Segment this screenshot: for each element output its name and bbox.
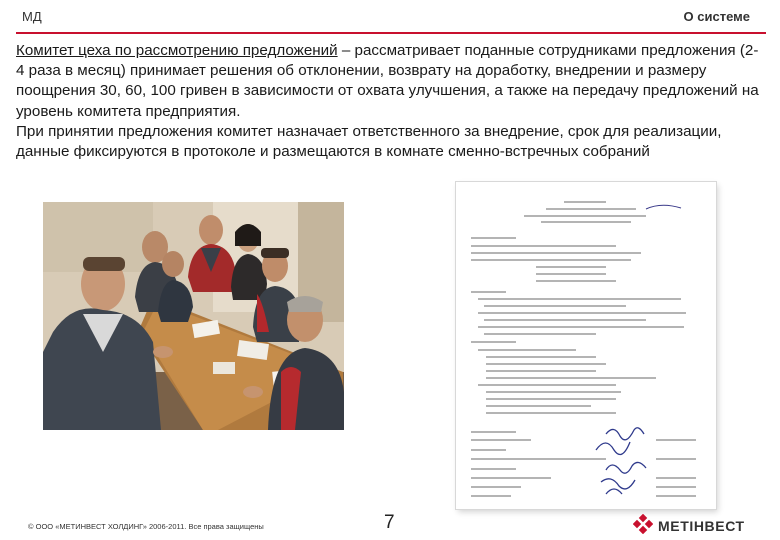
committee-description: – рассматривает поданные сотрудниками предложения (2-4 раза в месяц) принимает решения об отклонении, возврату на доработку, внедрении и размеру поощрения 30, 60, 100 гривен в зависимости от охвата улучшения, а также на передачу предложений на уровень комитета предприятия.	[16, 42, 759, 120]
meeting-photo	[43, 202, 344, 430]
section-short-label: МД	[22, 9, 42, 24]
committee-term: Комитет цеха по рассмотрению предложений	[16, 42, 338, 59]
body-text	[16, 41, 761, 162]
paragraph-acceptance: При принятии предложения комитет назначает ответственного за внедрение, срок для реализации, данные фиксируются в протоколе и размещаются в комнате сменно-встречных собраний	[16, 122, 722, 161]
copyright-notice: © ООО «МЕТИНВЕСТ ХОЛДИНГ» 2006-2011. Все права защищены	[28, 522, 264, 531]
page-number: 7	[384, 512, 395, 533]
protocol-document-image	[456, 182, 716, 509]
paragraph-committee	[16, 41, 761, 122]
section-title: О системе	[683, 9, 750, 24]
logo-text: МЕТІНВЕСТ	[658, 518, 745, 534]
metinvest-logo	[633, 516, 745, 536]
header-divider	[16, 32, 766, 34]
metinvest-logo-icon	[633, 514, 653, 539]
